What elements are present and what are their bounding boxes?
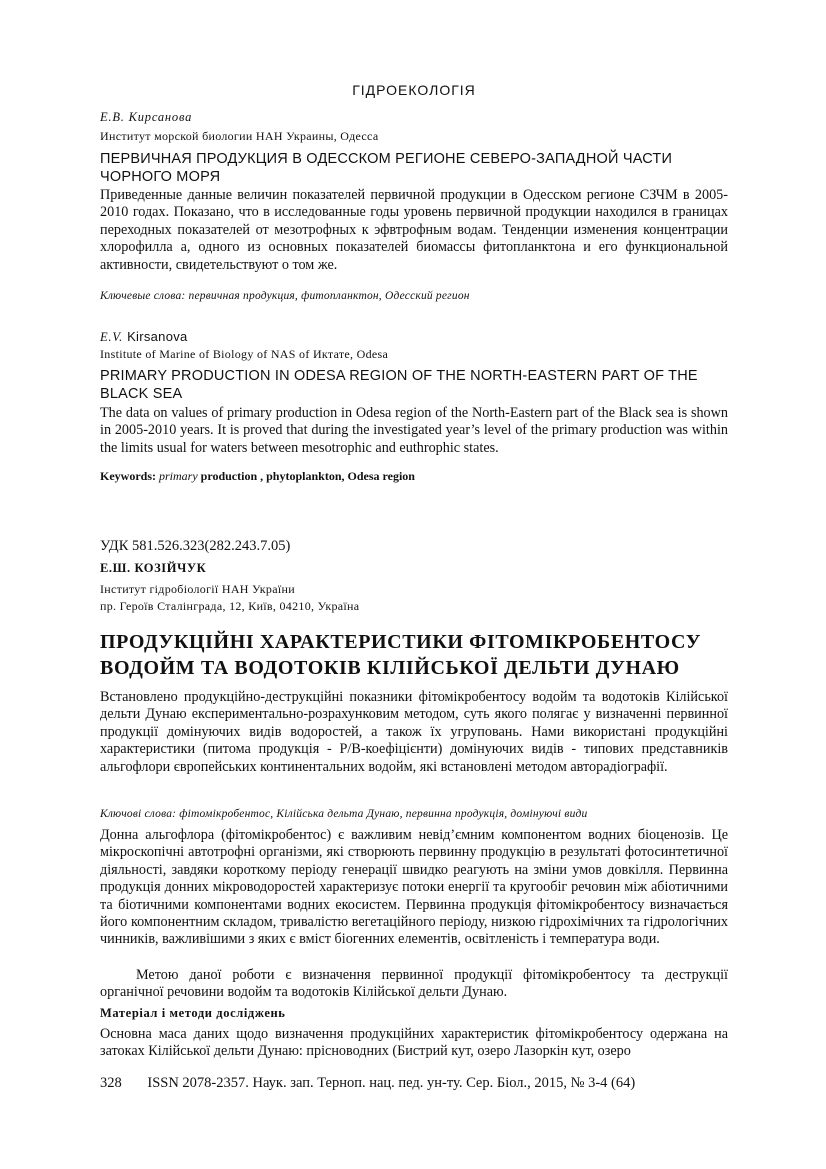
section-header: ГІДРОЕКОЛОГІЯ	[352, 82, 476, 98]
en-author-initials: E.V.	[100, 330, 124, 344]
ua-author: Е.Ш. КОЗІЙЧУК	[100, 561, 207, 575]
en-title-line-1: PRIMARY PRODUCTION IN ODESA REGION OF THE NORTH-EASTERN PART OF THE	[100, 368, 698, 384]
ua-keywords: Ключові слова: фітомікробентос, Кілійська дельта Дунаю, первинна продукція, домінуючі види	[100, 808, 588, 820]
ua-paragraph-3: Основна маса даних щодо визначення продукційних характеристик фітомікробентосу одержана на затоках Кілійської дельти Дунаю: прісноводних (Бистрий кут, озеро Лазоркін кут, озеро	[100, 1026, 728, 1060]
page-footer	[100, 1075, 728, 1092]
ua-paragraph-2: Метою даної роботи є визначення первинної продукції фітомікробентосу та деструкції органічної речовини водойм та водотоків Кілійської дельти Дунаю.	[100, 967, 728, 1001]
en-keywords	[100, 469, 728, 484]
en-keywords-label: Keywords:	[100, 469, 156, 483]
ua-title	[100, 629, 728, 681]
ua-affiliation-line-2: пр. Героїв Сталінграда, 12, Київ, 04210, Україна	[100, 599, 360, 613]
ua-abstract: Встановлено продукційно-деструкційні показники фітомікробентосу водойм та водотоків Кілійської дельти Дунаю експериментально-розрахунковим методом, суть якого полягає у визначенні первинної продукції домінуючих видів водоростей, а також їх угруповань. Нами використані продукційні характеристики (питома продукція - Р/В-коефіцієнти) домінуючих видів - типових представників альгофлори європейських континентальних водойм, які встановлені методом авторадіографії.	[100, 689, 728, 775]
ru-title-line-2: ЧОРНОГО МОРЯ	[100, 169, 221, 185]
ru-title-line-1: ПЕРВИЧНАЯ ПРОДУКЦИЯ В ОДЕССКОМ РЕГИОНЕ СЕВЕРО-ЗАПАДНОЙ ЧАСТИ	[100, 151, 673, 167]
en-affiliation: Institute of Marine of Biology of NAS of Иктате, Odesa	[100, 347, 389, 361]
journal-citation: ISSN 2078-2357. Наук. зап. Терноп. нац. пед. ун-ту. Сер. Біол., 2015, № 3-4 (64)	[147, 1075, 636, 1091]
ru-author: Е.В. Кирсанова	[100, 110, 193, 124]
ua-title-line-2: ВОДОЙМ ТА ВОДОТОКІВ КІЛІЙСЬКОЇ ДЕЛЬТИ ДУНАЮ	[100, 657, 680, 679]
en-title	[100, 367, 728, 403]
ru-abstract: Приведенные данные величин показателей первичной продукции в Одесском регионе СЗЧМ в 2005-2010 годах. Показано, что в исследованные годы уровень первичной продукции находился в границах переходных показателей от мезотрофных к эфвтрофным водам. Тенденции изменения концентрации хлорофилла а, одного из основных показателей биомассы фитопланктона и его функциональной активности, свидетельствуют о том же.	[100, 187, 728, 273]
en-author-surname: Kirsanova	[127, 329, 188, 344]
ua-udk: УДК 581.526.323(282.243.7.05)	[100, 538, 291, 554]
en-keywords-rest: production , phytoplankton, Odesa region	[200, 469, 415, 483]
en-title-line-2: BLACK SEA	[100, 386, 183, 402]
ua-affiliation-line-1: Інститут гідробіології НАН України	[100, 582, 295, 596]
en-keywords-italic: primary	[159, 469, 198, 483]
ru-affiliation: Институт морской биологии НАН Украины, Одесса	[100, 129, 379, 143]
ua-affiliation	[100, 582, 728, 614]
ua-title-line-1: ПРОДУКЦІЙНІ ХАРАКТЕРИСТИКИ ФІТОМІКРОБЕНТОСУ	[100, 631, 702, 653]
ru-title	[100, 150, 728, 186]
ua-paragraph-1: Донна альгофлора (фітомікробентос) є важливим невід’ємним компонентом водних біоценозів. Це мікроскопічні автотрофні організми, які створюють первинну продукцію в результаті фотосинтетичної діяльності, завдяки короткому періоду генерації швидко реагують на зміни умов довкілля. Первинна продукція донних мікроводоростей характеризує потоки енергії та кругообіг речовин між абіотичними та біотичними компонентами водних екосистем. Первинна продукція фітомікробентосу визначається його компонентним складом, тривалістю вегетаційного періоду, низкою гідрохімічних та гідрологічних чинників, важливішими з яких є вміст біогенних елементів, освітленість і температура води.	[100, 827, 728, 948]
page-number: 328	[100, 1075, 122, 1091]
en-abstract: The data on values of primary production in Odesa region of the North-Eastern part of the Black sea is shown in 2005-2010 years. It is proved that during the investigated year’s level of the primary production was within the limits usual for waters between mesotrophic and euthrophic states.	[100, 405, 728, 456]
ru-keywords: Ключевые слова: первичная продукция, фитопланктон, Одесский регион	[100, 290, 470, 302]
ua-subheading: Матеріал і методи досліджень	[100, 1006, 286, 1020]
en-author	[100, 329, 728, 345]
